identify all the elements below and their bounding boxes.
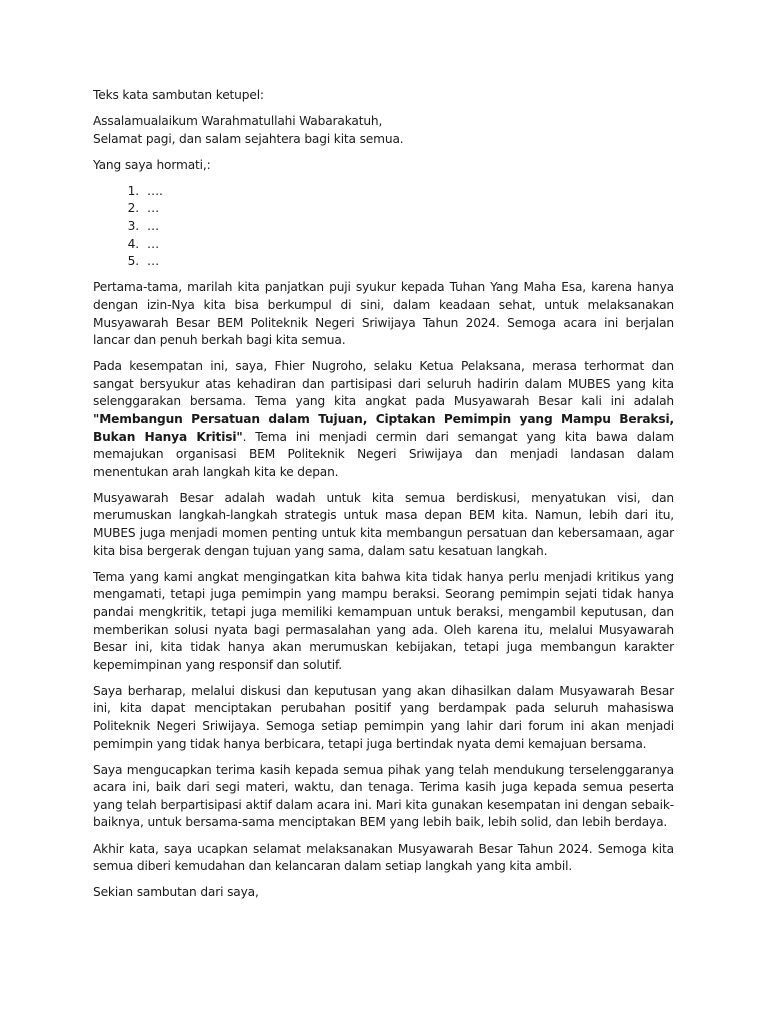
list-item-number: 4.: [127, 236, 139, 251]
list-item-text: ….: [147, 183, 163, 198]
list-item-number: 2.: [127, 201, 139, 216]
list-item-text: …: [147, 201, 160, 216]
greeting-line-1: Assalamualaikum Warahmatullahi Wabarakatuh,: [93, 114, 383, 129]
paragraph-theme-outro: . Tema ini menjadi cermin dari semangat yang kita bawa dalam memajukan organisasi BEM Politeknik Negeri Sriwijaya dan menjadi landasan dalam menentukan arah langkah kita ke depan.: [93, 429, 674, 479]
list-item-number: 3.: [127, 219, 139, 234]
list-item-text: …: [147, 254, 160, 269]
document-page: [93, 87, 674, 910]
paragraph-thanks: Saya mengucapkan terima kasih kepada semua pihak yang telah mendukung terselenggaranya acara ini, baik dari segi materi, waktu, dan tenaga. Terima kasih juga kepada semua peserta yang telah berpartisipasi aktif dalam acara ini. Mari kita gunakan kesempatan ini dengan sebaik-baiknya, untuk bersama-sama menciptakan BEM yang lebih baik, lebih solid, dan lebih berdaya.: [93, 762, 674, 830]
paragraph-mubes: Musyawarah Besar adalah wadah untuk kita semua berdiskusi, menyatukan visi, dan merumuskan langkah-langkah strategis untuk masa depan BEM kita. Namun, lebih dari itu, MUBES juga menjadi momen penting untuk kita membangun persatuan dan kebersamaan, agar kita bisa bergerak dengan tujuan yang sama, dalam satu kesatuan langkah.: [93, 490, 674, 558]
honored-guests-list: [93, 183, 674, 271]
honorific-line: Yang saya hormati,:: [93, 157, 211, 172]
list-item: [93, 218, 674, 236]
document-title: Teks kata sambutan ketupel:: [93, 88, 264, 102]
paragraph-theme-intro: Pada kesempatan ini, saya, Fhier Nugroho, selaku Ketua Pelaksana, merasa terhormat dan sangat bersyukur atas kehadiran dan partisipasi dari seluruh hadirin dalam MUBES yang kita selenggarakan bersama. Tema yang kita angkat pada Musyawarah Besar kali ini adalah: [93, 359, 674, 409]
closing-line: Sekian sambutan dari saya,: [93, 885, 259, 900]
list-item: [93, 200, 674, 218]
list-item: [93, 183, 674, 201]
greeting: [93, 113, 674, 148]
list-item: [93, 253, 674, 271]
list-item-number: 5.: [127, 254, 139, 269]
list-item: [93, 236, 674, 254]
paragraph-opening: Pertama-tama, marilah kita panjatkan puji syukur kepada Tuhan Yang Maha Esa, karena hanya dengan izin-Nya kita bisa berkumpul di sini, dalam keadaan sehat, untuk melaksanakan Musyawarah Besar BEM Politeknik Negeri Sriwijaya Tahun 2024. Semoga acara ini berjalan lancar dan penuh berkah bagi kita semua.: [93, 280, 674, 348]
theme-title: "Membangun Persatuan dalam Tujuan, Ciptakan Pemimpin yang Mampu Beraksi, Bukan Hanya Kritisi": [93, 412, 674, 444]
paragraph-leadership: Tema yang kami angkat mengingatkan kita bahwa kita tidak hanya perlu menjadi kritikus yang mengamati, tetapi juga pemimpin yang mampu beraksi. Seorang pemimpin sejati tidak hanya pandai mengkritik, tetapi juga memiliki kemampuan untuk beraksi, mengambil keputusan, dan memberikan solusi nyata bagi permasalahan yang ada. Oleh karena itu, melalui Musyawarah Besar ini, kita tidak hanya akan merumuskan kebijakan, tetapi juga membangun karakter kepemimpinan yang responsif dan solutif.: [93, 569, 674, 672]
list-item-text: …: [147, 236, 160, 251]
list-item-text: …: [147, 219, 160, 234]
greeting-line-2: Selamat pagi, dan salam sejahtera bagi kita semua.: [93, 131, 404, 146]
list-item-number: 1.: [127, 183, 139, 198]
paragraph-theme: [93, 358, 674, 481]
paragraph-hope: Saya berharap, melalui diskusi dan keputusan yang akan dihasilkan dalam Musyawarah Besar ini, kita dapat menciptakan perubahan positif yang berdampak pada seluruh mahasiswa Politeknik Negeri Sriwijaya. Semoga setiap pemimpin yang lahir dari forum ini akan menjadi pemimpin yang tidak hanya berbicara, tetapi juga bertindak nyata demi kemajuan bersama.: [93, 683, 674, 751]
paragraph-final: Akhir kata, saya ucapkan selamat melaksanakan Musyawarah Besar Tahun 2024. Semoga kita semua diberi kemudahan dan kelancaran dalam setiap langkah yang kita ambil.: [93, 841, 674, 874]
